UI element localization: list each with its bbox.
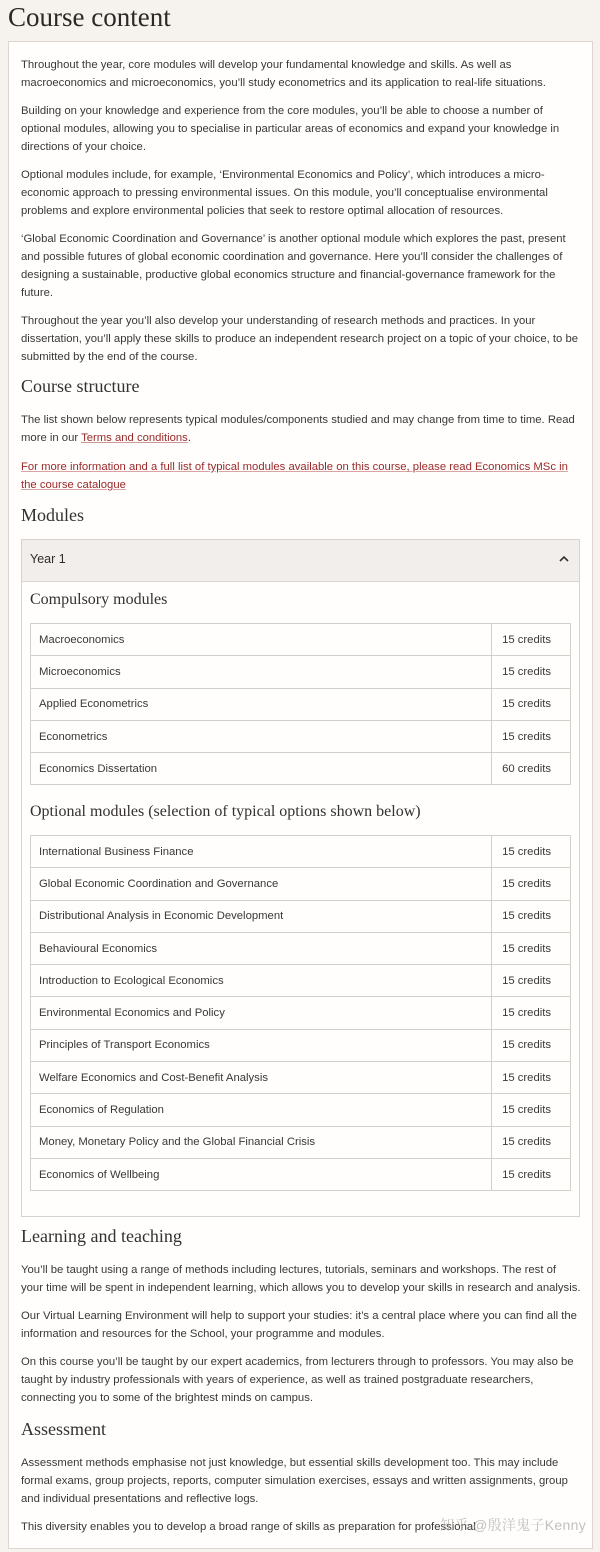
intro-section [21,56,581,366]
module-row [31,997,571,1029]
learning-heading: Learning and teaching [21,1226,182,1246]
intro-paragraph: Building on your knowledge and experience from the core modules, you’ll be able to choose a number of optional modules, allowing you to specialise in particular areas of economics and expand your knowledge in directions of your choice. [21,105,560,153]
modules-heading: Modules [21,505,84,525]
module-row [31,753,571,785]
module-name: Applied Econometrics [31,688,492,720]
module-name: Global Economic Coordination and Governance [31,868,492,900]
learning-paragraph: On this course you’ll be taught by our expert academics, from lecturers through to professors. You may also be taught by industry professionals with years of experience, as well as trained postgraduate researchers, connecting you to some of the brightest minds on campus. [21,1356,574,1404]
intro-paragraph: Throughout the year, core modules will develop your fundamental knowledge and skills. As well as macroeconomics and microeconomics, you’ll study econometrics and its application to real-life situations. [21,59,546,89]
module-row [31,836,571,868]
learning-paragraph: You’ll be taught using a range of methods including lectures, tutorials, seminars and workshops. The rest of your time will be spent in independent learning, which allows you to develop your skills in research and analysis. [21,1264,581,1294]
intro-paragraph: ‘Global Economic Coordination and Governance’ is another optional module which explores the past, present and possible futures of global economic coordination and governance. Here you’ll consider the challenges of designing a sustainable, productive global economics structure and financial-governance framework for the future. [21,233,566,299]
module-credits: 15 credits [492,868,571,900]
module-row [31,1094,571,1126]
module-name: Econometrics [31,720,492,752]
module-credits: 15 credits [492,900,571,932]
learning-section [21,1261,581,1407]
module-credits: 15 credits [492,997,571,1029]
module-credits: 15 credits [492,1094,571,1126]
assessment-paragraph: This diversity enables you to develop a broad range of skills as preparation for professional [21,1521,476,1533]
module-row [31,1062,571,1094]
module-credits: 15 credits [492,932,571,964]
module-row [31,688,571,720]
learning-paragraph: Our Virtual Learning Environment will help to support your studies: it’s a central place where you can find all the information and resources for the School, your programme and modules. [21,1310,577,1340]
assessment-heading: Assessment [21,1419,106,1439]
terms-link[interactable]: Terms and conditions [81,432,188,444]
intro-paragraph: Throughout the year you’ll also develop your understanding of research methods and practices. In your dissertation, you’ll apply these skills to produce an independent research project on a topic of your choice, to be submitted by the end of the course. [21,315,579,363]
course-content-panel [8,41,593,1549]
module-name: Macroeconomics [31,624,492,656]
structure-text-after: . [187,432,191,444]
optional-heading: Optional modules (selection of typical options shown below) [30,803,421,820]
module-name: Distributional Analysis in Economic Development [31,900,492,932]
module-credits: 15 credits [492,965,571,997]
module-name: Economics of Wellbeing [31,1158,492,1190]
optional-table [30,835,571,1191]
module-name: Economics Dissertation [31,753,492,785]
module-name: Economics of Regulation [31,1094,492,1126]
module-credits: 15 credits [492,624,571,656]
module-name: Welfare Economics and Cost-Benefit Analysis [31,1062,492,1094]
catalogue-link[interactable]: For more information and a full list of typical modules available on this course, please read Economics MSc in the course catalogue [21,461,568,491]
structure-text [21,411,581,447]
module-credits: 15 credits [492,688,571,720]
assessment-paragraph: Assessment methods emphasise not just knowledge, but essential skills development too. This may include formal exams, group projects, reports, computer simulation exercises, essays and written assignments, group and individual presentations and reflective logs. [21,1457,568,1505]
accordion-header[interactable] [22,540,579,582]
module-name: Microeconomics [31,656,492,688]
compulsory-table-body [31,624,571,785]
module-credits: 15 credits [492,656,571,688]
chevron-up-icon[interactable] [557,552,571,566]
module-credits: 15 credits [492,1126,571,1158]
module-row [31,932,571,964]
module-name: Money, Monetary Policy and the Global Financial Crisis [31,1126,492,1158]
structure-text-before: The list shown below represents typical modules/components studied and may change from time to time. Read more in our [21,414,575,444]
module-credits: 15 credits [492,720,571,752]
module-name: Principles of Transport Economics [31,1029,492,1061]
year-label: Year 1 [30,552,66,566]
module-name: International Business Finance [31,836,492,868]
module-row [31,1126,571,1158]
watermark: 知乎 @殷洋鬼子Kenny [440,1517,586,1533]
intro-paragraph: Optional modules include, for example, ‘Environmental Economics and Policy’, which introduces a micro-economic approach to pressing environmental issues. On this module, you’ll conceptualise environmental problems and explore environmental policies that seek to restore optimal allocation of resources. [21,169,548,217]
module-credits: 15 credits [492,836,571,868]
module-credits: 60 credits [492,753,571,785]
module-row [31,720,571,752]
module-name: Behavioural Economics [31,932,492,964]
module-credits: 15 credits [492,1029,571,1061]
module-row [31,1029,571,1061]
module-credits: 15 credits [492,1158,571,1190]
module-credits: 15 credits [492,1062,571,1094]
module-row [31,656,571,688]
module-row [31,900,571,932]
compulsory-table [30,623,571,785]
module-name: Introduction to Ecological Economics [31,965,492,997]
module-name: Environmental Economics and Policy [31,997,492,1029]
catalogue-text [21,458,581,494]
module-row [31,965,571,997]
year-accordion [21,539,580,1217]
module-row [31,868,571,900]
optional-table-body [31,836,571,1191]
compulsory-heading: Compulsory modules [30,591,168,608]
module-row [31,1158,571,1190]
course-structure-heading: Course structure [21,376,140,396]
module-row [31,624,571,656]
page-title: Course content [8,2,171,32]
